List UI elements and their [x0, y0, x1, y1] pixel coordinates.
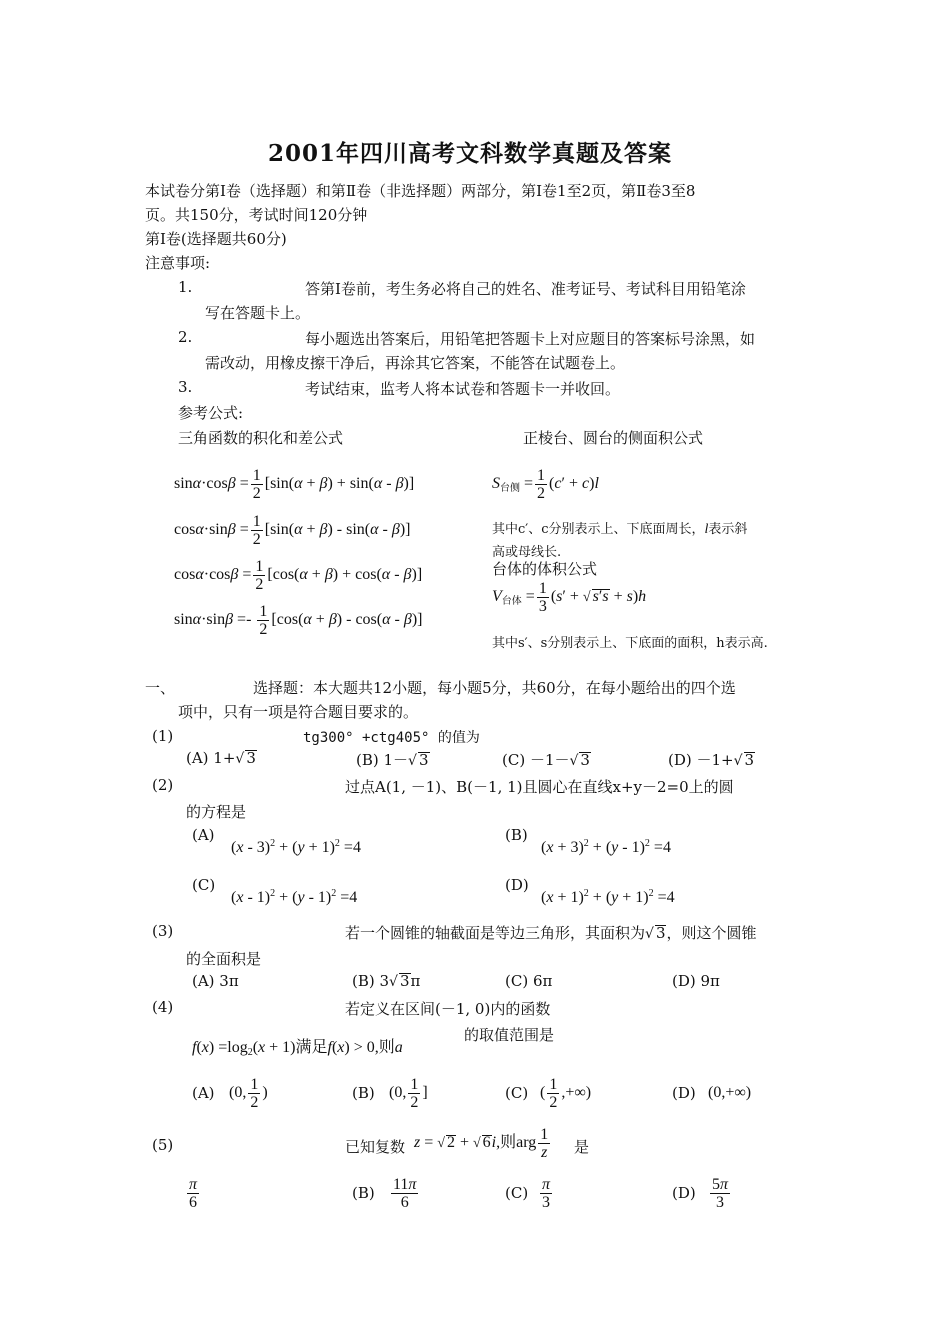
frustum-area-formula: $S_{台侧}$ = $\frac{1}{2}$ (c′ + c)l: [492, 467, 599, 502]
complex-formula: z = √ 2 + √ 6i,则arg $\frac{1}{z}$: [414, 1126, 549, 1161]
option-b: (B): [352, 1184, 375, 1202]
option-b: (B): [352, 1084, 375, 1102]
intro-line: 页。共150分，考试时间120分钟: [145, 206, 368, 224]
trig-formula: sinα·sinβ =- $\frac{1}{2}$ [cos(α + β) - cos(α - β)]: [174, 603, 423, 638]
frustum-note: 高或母线长.: [492, 545, 562, 560]
reference-header: 参考公式:: [178, 404, 244, 422]
section-num: 一、: [145, 679, 176, 697]
option-label: (A) 1+: [186, 749, 236, 767]
question-stem: tg300° +ctg405° 的值为: [303, 730, 480, 746]
frustum-header: 正棱台、圆台的侧面积公式: [523, 429, 704, 447]
option-label: (D) －1+: [668, 751, 734, 769]
question-stem: 若定义在区间(－1, 0)内的函数: [345, 1000, 551, 1018]
trig-formula: cosα·cosβ = $\frac{1}{2}$ [cos(α + β) + cos(α - β)]: [174, 558, 423, 593]
option-a: (A) 1+√ 3: [186, 749, 256, 767]
notice-text: 写在答题卡上。: [205, 304, 311, 322]
question-num: (2): [152, 776, 174, 794]
option-a-formula: $\frac{\pi}{6}$: [189, 1176, 198, 1211]
notice-text: 考试结束，监考人将本试卷和答题卡一并收回。: [305, 380, 621, 398]
question-stem: 过点A(1, －1)、B(－1, 1)且圆心在直线x+y－2=0上的圆: [345, 778, 734, 796]
stem-text: 已知复数: [345, 1138, 406, 1156]
section-text: 项中，只有一项是符合题目要求的。: [178, 703, 419, 721]
option-d-formula: $(x + 1)^2 + (y + 1)^2 =4$: [541, 888, 675, 906]
volume-header: 台体的体积公式: [492, 560, 598, 578]
option-c: (C) 6π: [505, 972, 553, 990]
option-b-formula: $\frac{11\pi}{6}$: [393, 1176, 417, 1211]
question-stem: 的方程是: [186, 803, 247, 821]
part-header: 第Ⅰ卷(选择题共60分): [145, 230, 287, 248]
option-a: (A): [192, 1084, 215, 1102]
question-stem: 的取值范围是: [464, 1026, 555, 1044]
option-c: (C) －1－√ 3: [502, 751, 590, 769]
frustum-note: 其中c′、c分别表示上、下底面周长，: [492, 522, 705, 537]
trig-header: 三角函数的积化和差公式: [178, 429, 344, 447]
notice-num: 1.: [178, 278, 193, 296]
option-label: π: [410, 972, 421, 990]
trig-formula: cosα·sinβ = $\frac{1}{2}$ [sin(α + β) - sin(α - β)]: [174, 513, 411, 548]
option-a-formula: (0, $\frac{1}{2}$ ): [229, 1076, 268, 1111]
trig-formulas: [174, 465, 472, 645]
notice-header: 注意事项:: [145, 254, 211, 272]
notice-text: 答第Ⅰ卷前，考生务必将自己的姓名、准考证号、考试科目用铅笔涂: [305, 280, 746, 298]
option-c-formula: $\frac{\pi}{3}$: [542, 1176, 551, 1211]
notice-num: 3.: [178, 378, 193, 396]
option-a-formula: $(x - 3)^2 + (y + 1)^2 =4$: [231, 838, 361, 856]
question-stem: 若一个圆锥的轴截面是等边三角形，其面积为√ 3，则这个圆锥: [345, 924, 757, 942]
option-d-formula: $\frac{5\pi}{3}$: [712, 1176, 729, 1211]
question-stem: [345, 1136, 405, 1157]
option-a: (A) 3π: [192, 972, 239, 990]
question-num: (3): [152, 922, 174, 940]
stem-text: 是: [574, 1138, 590, 1156]
notice-text: 每小题选出答案后，用铅笔把答题卡上对应题目的答案标号涂黑，如: [305, 330, 756, 348]
option-label: (C) －1－: [502, 751, 570, 769]
intro-line: 本试卷分第Ⅰ卷（选择题）和第Ⅱ卷（非选择题）两部分，第Ⅰ卷1至2页，第Ⅱ卷3至8: [145, 182, 696, 200]
function-condition: $f(x) =\log_2(x + 1)$满足f(x) > 0,则a: [192, 1039, 403, 1058]
option-c: (C): [505, 1184, 529, 1202]
option-d: (D): [672, 1184, 696, 1202]
frustum-note: 表示斜: [708, 522, 748, 537]
option-d-formula: (0,+∞): [708, 1084, 752, 1101]
option-d: (D): [672, 1084, 696, 1102]
option-d: (D): [505, 876, 529, 894]
option-a: (A): [192, 826, 215, 844]
stem-text: 若一个圆锥的轴截面是等边三角形，其面积为: [345, 924, 646, 942]
option-d: (D) －1+√ 3: [668, 751, 755, 769]
trig-formula: sinα·cosβ = $\frac{1}{2}$ [sin(α + β) + sin(α - β)]: [174, 467, 415, 502]
option-b: (B): [505, 826, 528, 844]
volume-formula: $V_{台体}$ = $\frac{1}{3}$ (s′ + √ s′s + s)h: [492, 580, 647, 615]
option-c-formula: (x - 1)$^2$ + (y - 1)$^2$ =4: [231, 888, 358, 906]
notice-text: 需改动，用橡皮擦干净后，再涂其它答案，不能答在试题卷上。: [205, 354, 626, 372]
section-text: 选择题：本大题共12小题，每小题5分，共60分，在每小题给出的四个选: [253, 679, 736, 697]
option-b: (B) 3√ 3π: [352, 972, 421, 990]
page-title: 2001年四川高考文科数学真题及答案: [268, 140, 673, 167]
question-num: (1): [152, 727, 174, 745]
option-label: (B) 3: [352, 972, 390, 990]
option-b-formula: $(x + 3)^2 + (y - 1)^2 =4$: [541, 838, 671, 856]
option-b: (B) 1－√ 3: [356, 751, 429, 769]
notice-num: 2.: [178, 328, 193, 346]
question-num: (4): [152, 998, 174, 1016]
question-stem: 的全面积是: [186, 950, 262, 968]
option-c-formula: ( $\frac{1}{2}$ ,+∞): [540, 1076, 592, 1111]
question-num: (5): [152, 1136, 174, 1154]
option-d: (D) 9π: [672, 972, 720, 990]
volume-note: 其中s′、s分别表示上、下底面的面积，h表示高.: [492, 636, 768, 651]
stem-text: ，则这个圆锥: [666, 924, 757, 942]
option-c: (C): [505, 1084, 529, 1102]
option-label: (B) 1－: [356, 751, 409, 769]
option-c: (C): [192, 876, 216, 894]
option-b-formula: (0, $\frac{1}{2}$ ]: [389, 1076, 428, 1111]
